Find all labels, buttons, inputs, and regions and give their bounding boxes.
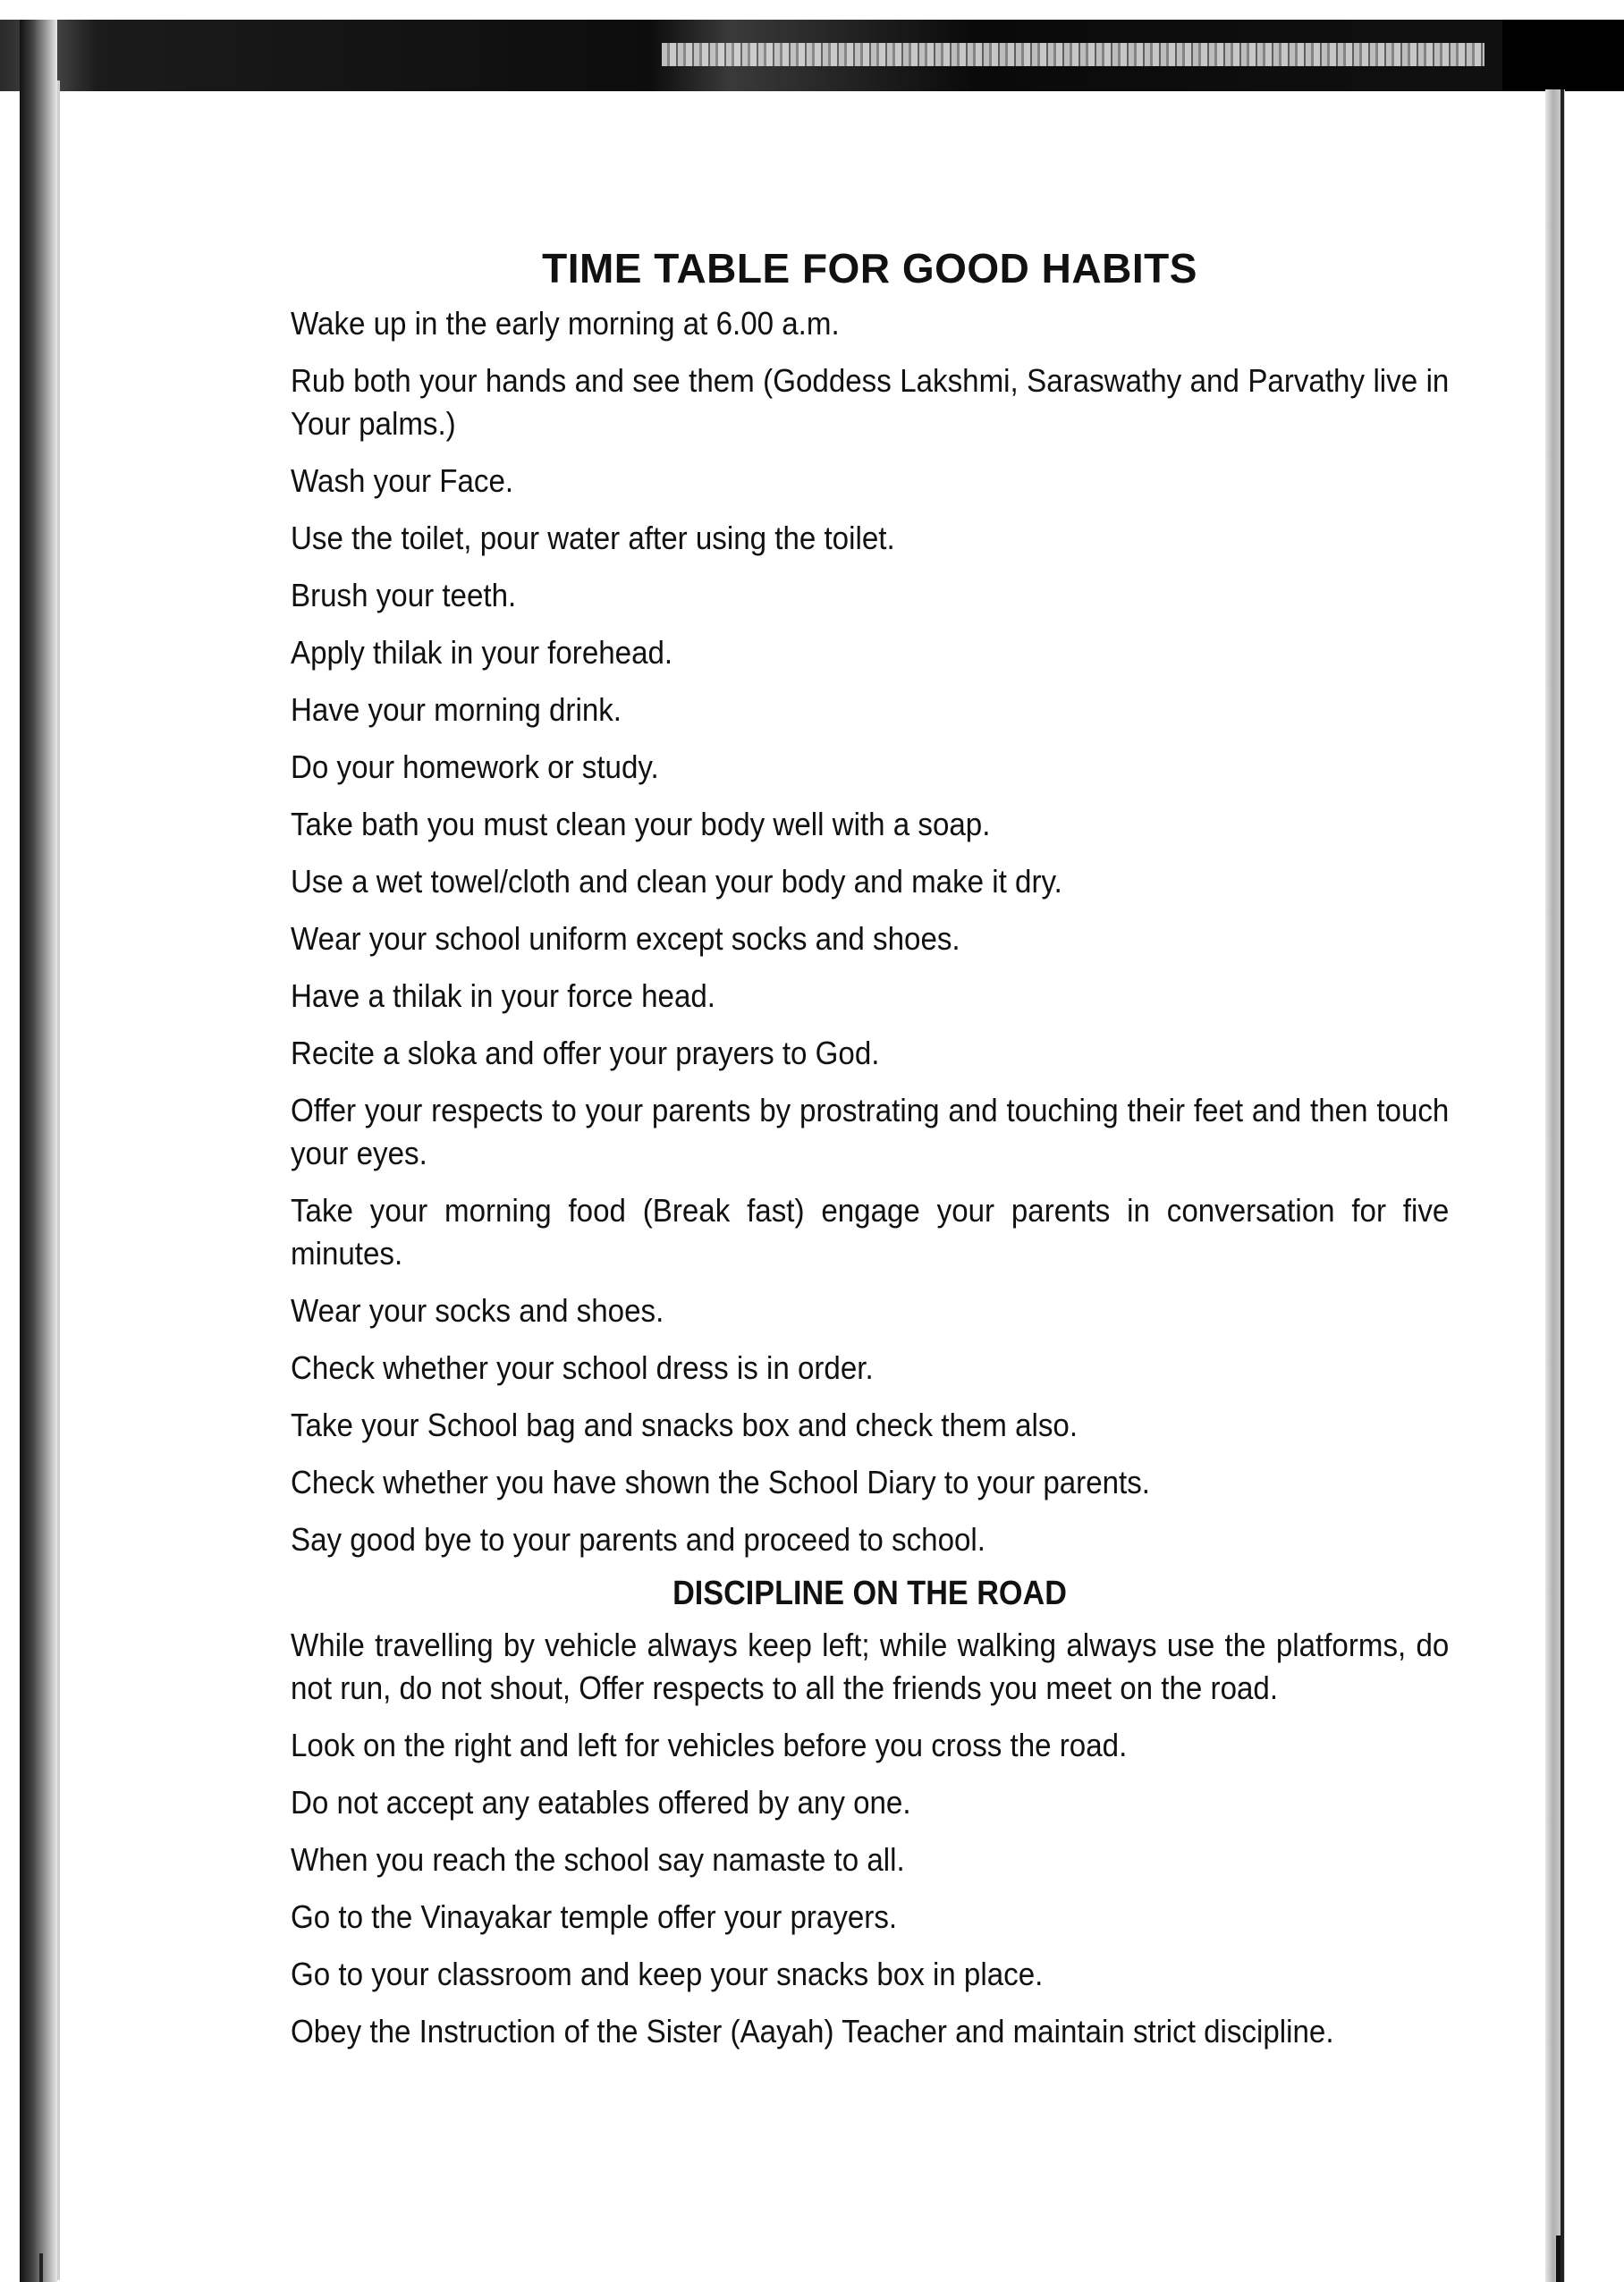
list-item: Do not accept any eatables offered by any one. [291,1784,911,1821]
list-item: Look on the right and left for vehicles before you cross the road. [291,1727,1128,1763]
list-item: Take your morning food (Break fast) engage your parents in conversation for five minutes. [291,1192,1450,1272]
list-item: When you reach the school say namaste to all. [291,1841,905,1878]
list-item: Use a wet towel/cloth and clean your body and make it dry. [291,863,1062,900]
scan-tick-right [1556,2236,1561,2282]
list-item: Apply thilak in your forehead. [291,634,673,671]
section-title: DISCIPLINE ON THE ROAD [672,1575,1067,1612]
scan-edge-right [1561,89,1564,2282]
road-rules-list [291,1624,1449,2053]
list-item: Wake up in the early morning at 6.00 a.m. [291,305,840,342]
list-item: Offer your respects to your parents by prostrating and touching their feet and then touch your eyes. [291,1092,1450,1171]
scan-noise-strip [662,43,1484,66]
list-item: Check whether you have shown the School Diary to your parents. [291,1464,1150,1500]
list-item: Have a thilak in your force head. [291,977,715,1014]
list-item: Take your School bag and snacks box and check them also. [291,1407,1078,1443]
page-title: TIME TABLE FOR GOOD HABITS [542,245,1197,292]
list-item: Take bath you must clean your body well with a soap. [291,806,991,842]
habits-list [291,302,1449,1561]
list-item: Go to your classroom and keep your snacks box in place. [291,1956,1044,1992]
list-item: Check whether your school dress is in order. [291,1349,874,1386]
list-item: Go to the Vinayakar temple offer your prayers. [291,1898,898,1935]
list-item: Rub both your hands and see them (Goddess Lakshmi, Saraswathy and Parvathy live in Your palms.) [291,362,1450,442]
list-item: Say good bye to your parents and proceed to school. [291,1521,985,1558]
scan-edge-left [57,80,60,2280]
list-item: Have your morning drink. [291,691,622,728]
list-item: Obey the Instruction of the Sister (Aayah) Teacher and maintain strict discipline. [291,2013,1334,2050]
list-item: While travelling by vehicle always keep left; while walking always use the platforms, do not run, do not shout, Offer respects to all the friends you meet on the road. [291,1627,1450,1706]
scan-tick-left [39,2253,43,2282]
list-item: Use the toilet, pour water after using the toilet. [291,520,895,556]
scan-border-left [20,20,57,2282]
list-item: Recite a sloka and offer your prayers to God. [291,1035,880,1071]
document-body [291,241,1449,2067]
list-item: Brush your teeth. [291,577,517,613]
list-item: Do your homework or study. [291,748,659,785]
list-item: Wear your socks and shoes. [291,1292,664,1329]
list-item: Wash your Face. [291,462,514,499]
list-item: Wear your school uniform except socks and shoes. [291,920,960,957]
scan-corner [1502,20,1624,91]
